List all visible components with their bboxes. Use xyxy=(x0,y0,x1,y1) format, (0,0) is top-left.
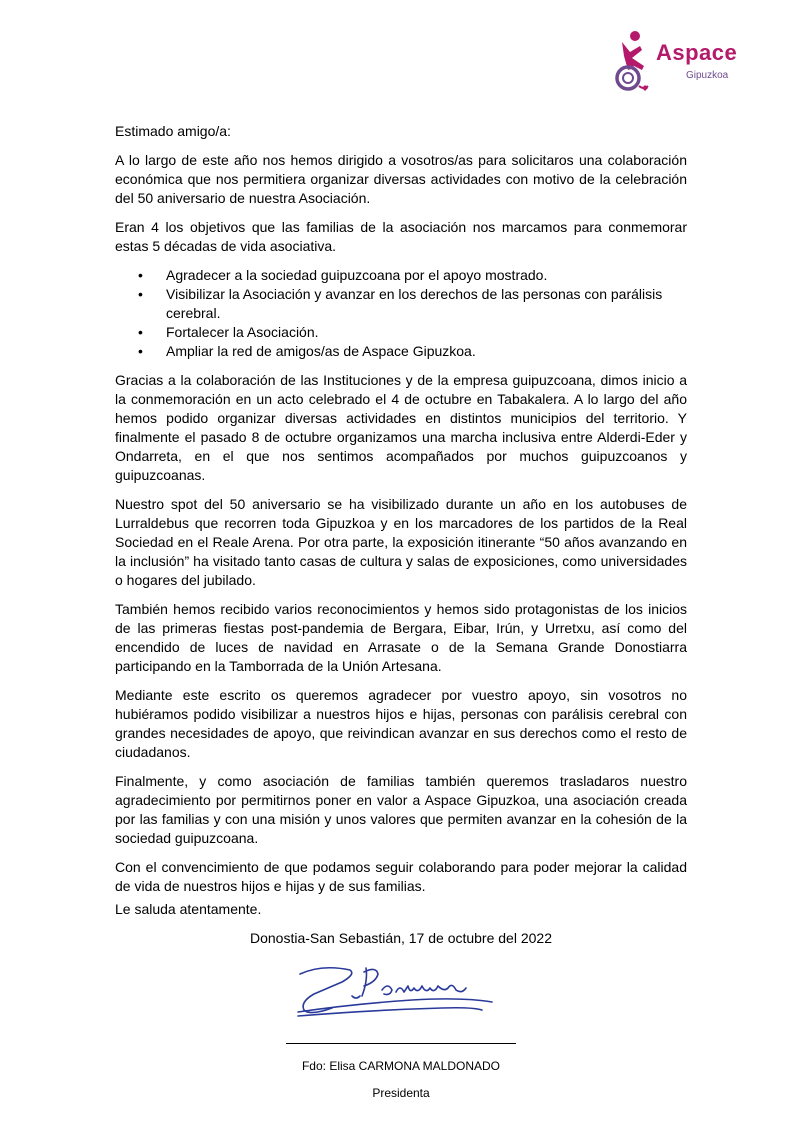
signer-role: Presidenta xyxy=(372,1086,430,1100)
wheelchair-figure-logo-icon xyxy=(608,28,656,96)
list-item: • Ampliar la red de amigos/as de Aspace Gipuzkoa. xyxy=(166,342,687,361)
logo-region-text: Gipuzkoa xyxy=(686,70,729,81)
aspace-logo xyxy=(608,28,768,96)
greeting: Estimado amigo/a: xyxy=(115,123,231,139)
paragraph-thanks: Mediante este escrito os queremos agradecer por vuestro apoyo, sin vosotros no hubiéramos podido visibilizar a nuestros hijos e hijas, personas con parálisis cerebral con grandes necesidades de apoyo, que reivindican avanzar en sus derechos como el resto de ciudadanos. xyxy=(115,687,687,760)
paragraph-finally: Finalmente, y como asociación de familias también queremos trasladaros nuestro agradecimiento por permitirnos poner en valor a Aspace Gipuzkoa, una asociación creada por las familias y con una misión y unos valores que permiten avanzar en la cohesión de la sociedad guipuzcoana. xyxy=(115,773,687,846)
paragraph-intro: A lo largo de este año nos hemos dirigido a vosotros/as para solicitaros una colaboración económica que nos permitiera organizar diversas actividades con motivo de la celebración del 50 aniversario de nuestra Asociación. xyxy=(115,152,687,206)
signature-line xyxy=(286,1043,516,1044)
objectives-list xyxy=(115,266,687,361)
paragraph-spot: Nuestro spot del 50 aniversario se ha visibilizado durante un año en los autobuses de Lurraldebus que recorren toda Gipuzkoa y en los marcadores de los partidos de la Real Sociedad en el Reale Arena. Por otra parte, la exposición itinerante “50 años avanzando en la inclusión” ha visitado tanto casas de cultura y salas de exposiciones, como universidades o hogares del jubilado. xyxy=(115,496,687,588)
paragraph-collaboration: Gracias a la colaboración de las Instituciones y de la empresa guipuzcoana, dimos inicio a la conmemoración en un acto celebrado el 4 de octubre en Tabakalera. A lo largo del año hemos podido organizar diversas actividades en distintos municipios del territorio. Y finalmente el pasado 8 de octubre organizamos una marcha inclusiva entre Alderdi-Eder y Ondarreta, en el que nos sentimos acompañados por muchos guipuzcoanos y guipuzcoanas. xyxy=(115,372,687,483)
logo-brand-text: Aspace xyxy=(656,40,738,65)
paragraph-conviction: Con el convencimiento de que podamos seguir colaborando para poder mejorar la calidad de vida de nuestros hijos e hijas y de sus familias. xyxy=(115,859,687,894)
paragraph-recognitions: También hemos recibido varios reconocimientos y hemos sido protagonistas de los inicios de las primeras fiestas post-pandemia de Bergara, Eibar, Irún, y Urretxu, así como del encendido de luces de navidad en Arrasate o de la Semana Grande Donostiarra participando en la Tamborrada de la Unión Artesana. xyxy=(115,601,687,674)
closing-line: Le saluda atentamente. xyxy=(115,901,262,917)
letter-body xyxy=(115,122,687,906)
list-item: • Fortalecer la Asociación. xyxy=(166,323,687,342)
list-item: • Agradecer a la sociedad guipuzcoana por el apoyo mostrado. xyxy=(166,266,687,285)
signer-name: Fdo: Elisa CARMONA MALDONADO xyxy=(301,1059,501,1073)
paragraph-objectives: Eran 4 los objetivos que las familias de la asociación nos marcamos para conmemorar estas 5 décadas de vida asociativa. xyxy=(115,219,687,254)
list-item: • Visibilizar la Asociación y avanzar en los derechos de las personas con parálisis cerebral. xyxy=(166,285,687,323)
place-date: Donostia-San Sebastián, 17 de octubre del 2022 xyxy=(250,930,552,946)
handwritten-signature xyxy=(292,960,502,1030)
